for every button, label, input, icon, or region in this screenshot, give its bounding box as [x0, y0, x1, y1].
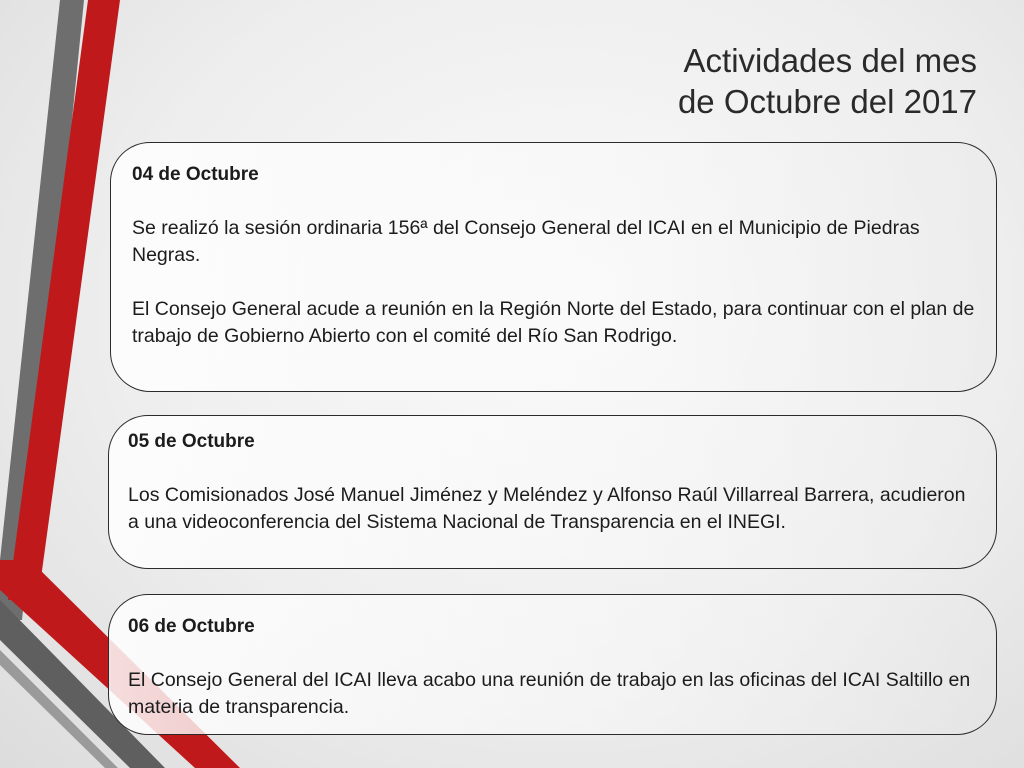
- activity-paragraph: El Consejo General acude a reunión en la Región Norte del Estado, para continuar con el plan de trabajo de Gobierno Abierto con el comité del Río San Rodrigo.: [132, 298, 975, 347]
- activity-card-06-octubre: [108, 594, 997, 735]
- activity-card-05-octubre: [108, 415, 997, 569]
- activity-paragraph: El Consejo General del ICAI lleva acabo una reunión de trabajo en las oficinas del ICAI Saltillo en materia de transparencia.: [128, 669, 971, 718]
- activity-card-04-octubre: [110, 142, 997, 392]
- activity-date: 06 de Octubre: [128, 616, 255, 637]
- activity-date: 05 de Octubre: [128, 431, 255, 452]
- activity-paragraph: Se realizó la sesión ordinaria 156ª del Consejo General del ICAI en el Municipio de Piedras Negras.: [132, 217, 920, 266]
- title-line-2: de Octubre del 2017: [677, 83, 977, 120]
- slide-title: [678, 40, 977, 122]
- activity-paragraph: Los Comisionados José Manuel Jiménez y Meléndez y Alfonso Raúl Villarreal Barrera, acudieron a una videoconferencia del Sistema Nacional de Transparencia en el INEGI.: [128, 484, 966, 533]
- title-line-1: Actividades del mes: [683, 42, 977, 79]
- activity-date: 04 de Octubre: [132, 164, 259, 185]
